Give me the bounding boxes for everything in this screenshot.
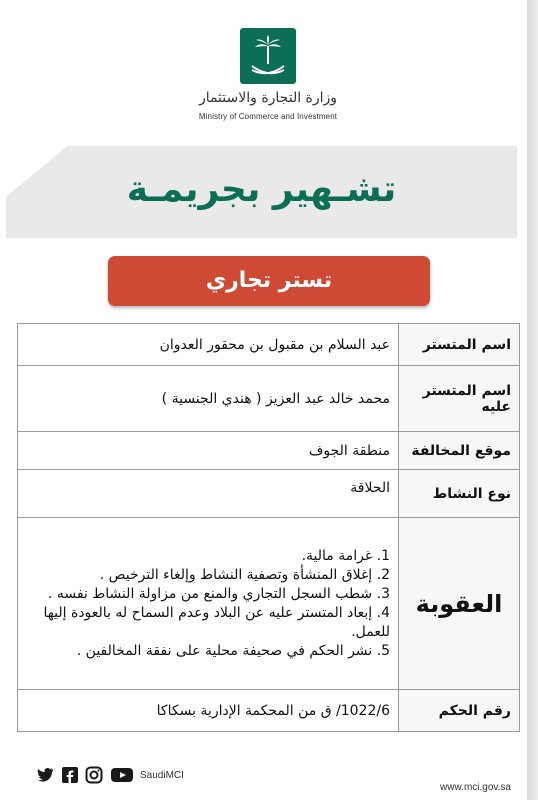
row-label: اسم المتستر عليه bbox=[399, 366, 520, 432]
table-row bbox=[18, 432, 520, 470]
ministry-name-english: Ministry of Commerce and Investment bbox=[198, 112, 338, 121]
table-row bbox=[18, 324, 520, 366]
social-handle[interactable]: SaudiMCI bbox=[140, 770, 184, 781]
instagram-icon[interactable] bbox=[84, 766, 104, 784]
ministry-logo bbox=[240, 28, 296, 84]
table-row bbox=[18, 366, 520, 432]
row-value: عبد السلام بن مقبول بن محقور العدوان bbox=[18, 324, 399, 366]
website-url[interactable]: www.mci.gov.sa bbox=[440, 782, 511, 793]
penalty-list bbox=[18, 518, 399, 690]
table-row bbox=[18, 690, 520, 732]
table-row bbox=[18, 470, 520, 518]
table-row bbox=[18, 518, 520, 690]
penalty-item: 5. نشر الحكم في صحيفة محلية على نفقة المخالفين . bbox=[76, 642, 390, 659]
banner-title: تشـهير بجريمـة bbox=[126, 169, 397, 210]
ministry-name-arabic: وزارة التجارة والاستثمار bbox=[198, 90, 338, 106]
details-table bbox=[17, 323, 520, 732]
row-label: نوع النشاط bbox=[399, 470, 520, 518]
facebook-icon[interactable] bbox=[60, 766, 80, 784]
ruling-value: 1022/6/ ق من المحكمة الإدارية بسكاكا bbox=[18, 690, 399, 732]
footer bbox=[0, 756, 527, 800]
page-edge bbox=[527, 0, 538, 800]
penalty-item: 1. غرامة مالية. bbox=[301, 547, 390, 564]
row-value: منطقة الجوف bbox=[18, 432, 399, 470]
ruling-label: رقم الحكم bbox=[399, 690, 520, 732]
row-label: اسم المتستر bbox=[399, 324, 520, 366]
penalty-item: 3. شطب السجل التجاري والمنع من مزاولة النشاط نفسه . bbox=[47, 585, 390, 602]
penalty-label: العقوبة bbox=[399, 518, 520, 690]
twitter-icon[interactable] bbox=[34, 766, 54, 784]
crime-type-label: تستر تجاري bbox=[108, 256, 430, 306]
youtube-icon[interactable] bbox=[110, 766, 134, 784]
row-label: موقع المخالفة bbox=[399, 432, 520, 470]
row-value: محمد خالد عبد العزيز ( هندي الجنسية ) bbox=[18, 366, 399, 432]
row-value: الحلاقة bbox=[18, 470, 399, 518]
penalty-item: 4. إبعاد المتستر عليه عن البلاد وعدم السماح له بالعودة إليها للعمل. bbox=[43, 604, 390, 640]
penalty-item: 2. إغلاق المنشأة وتصفية النشاط وإلغاء الترخيص . bbox=[99, 566, 390, 583]
